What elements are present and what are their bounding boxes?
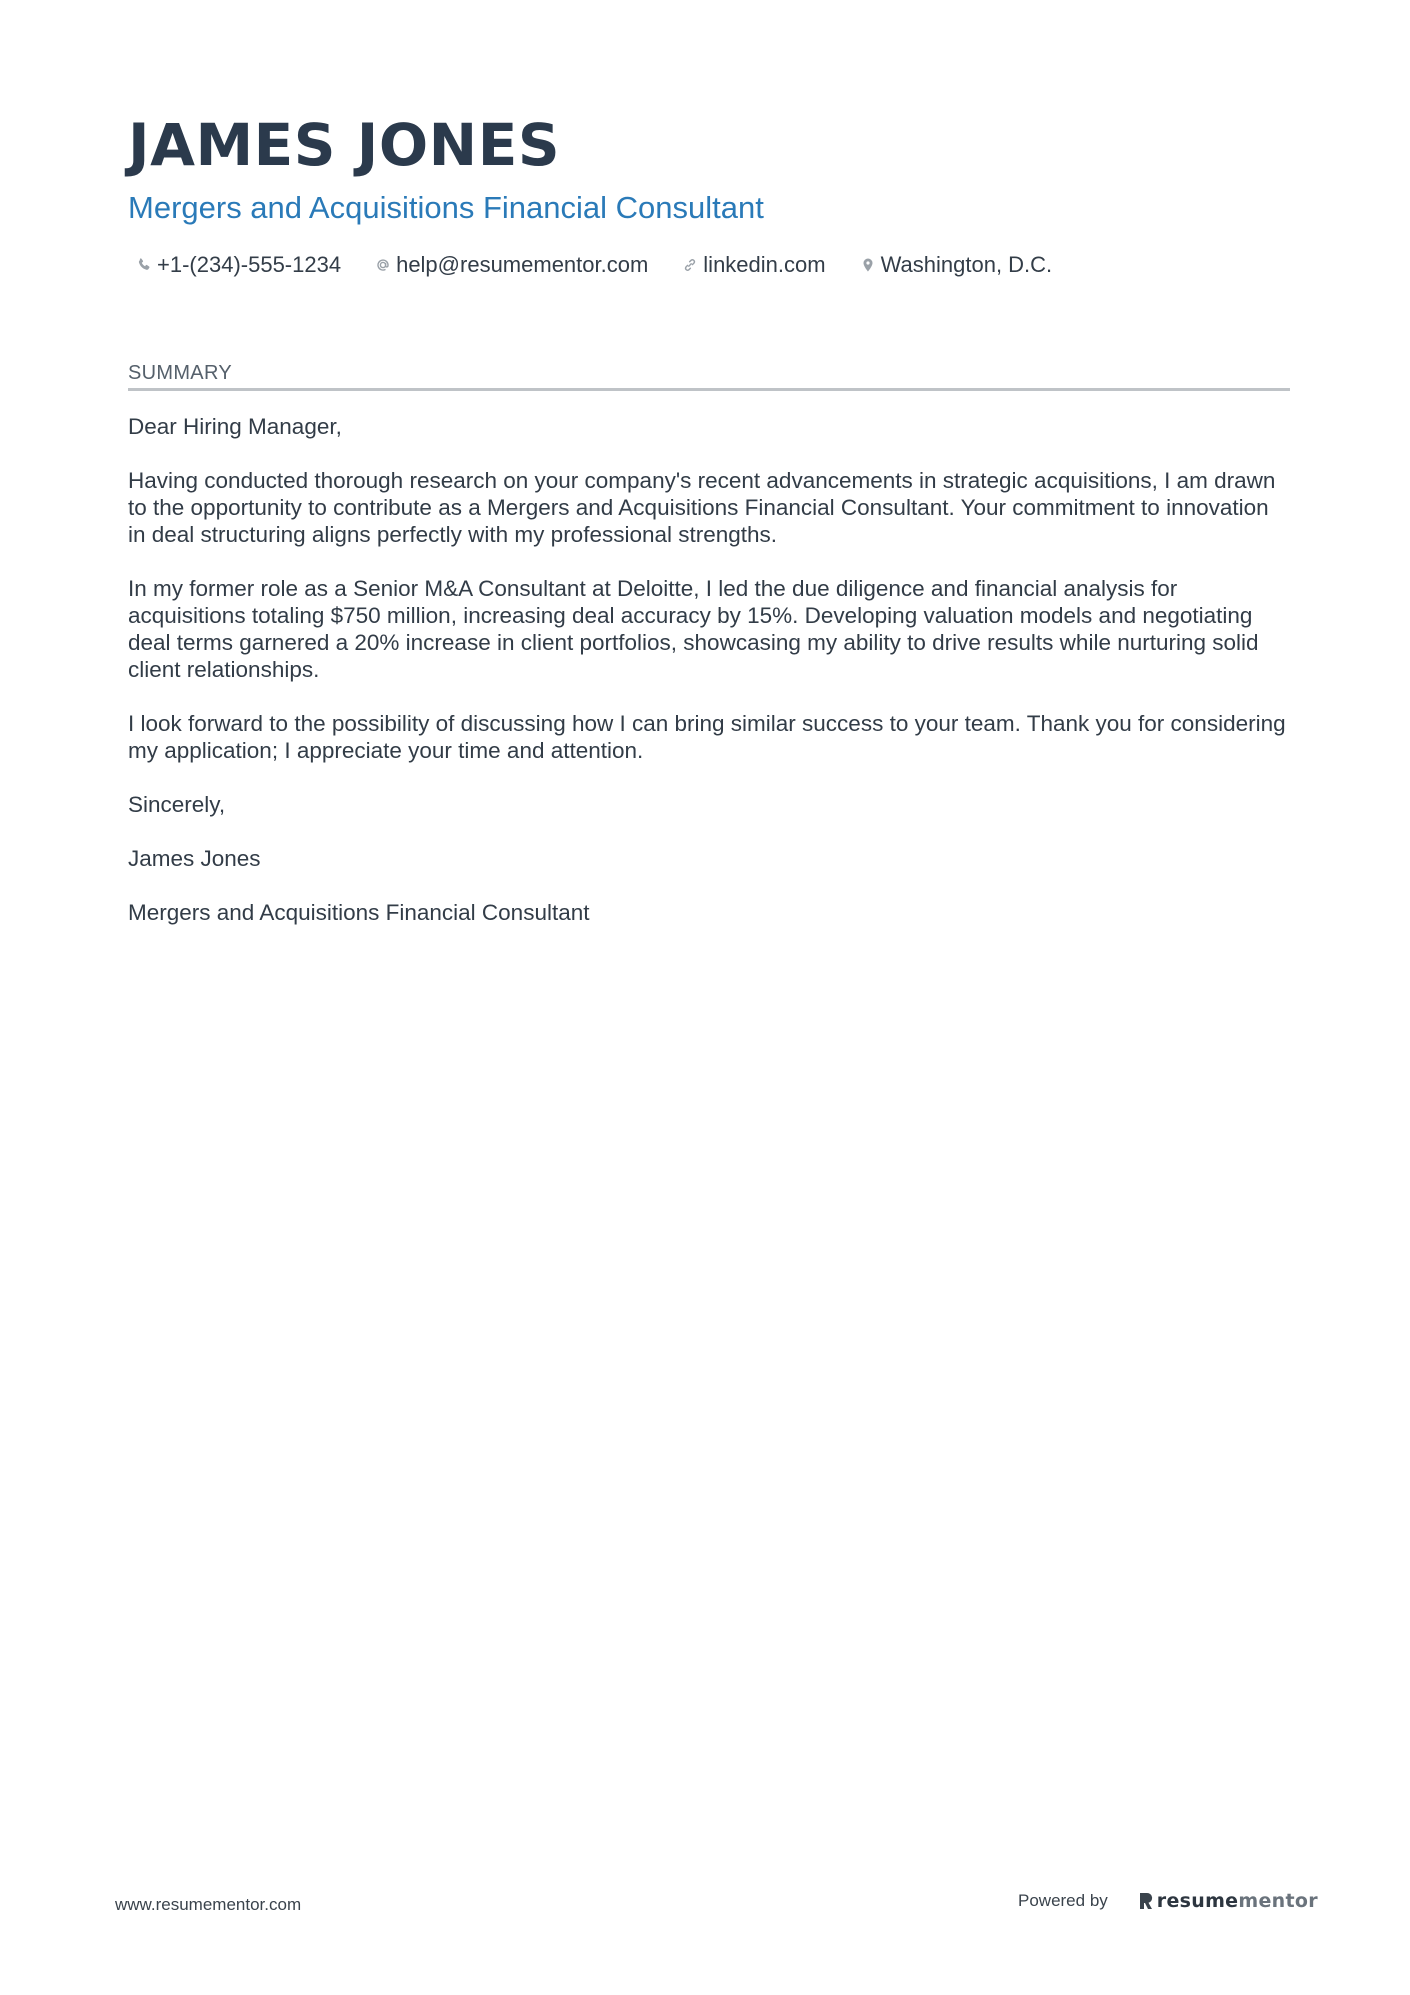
footer-branding	[1018, 1890, 1318, 1912]
resumementor-logo[interactable]	[1138, 1890, 1318, 1912]
summary-section	[128, 360, 1290, 953]
contact-linkedin	[674, 252, 825, 278]
footer-website-link[interactable]: www.resumementor.com	[115, 1895, 302, 1914]
contact-row	[128, 248, 1288, 282]
at-icon	[373, 255, 393, 275]
greeting: Dear Hiring Manager,	[128, 414, 342, 439]
contact-phone	[128, 252, 341, 278]
logo-mark-icon	[1138, 1891, 1154, 1911]
logo-text-light: mentor	[1238, 1890, 1318, 1912]
logo-text-bold: resume	[1156, 1890, 1239, 1912]
section-heading: SUMMARY	[128, 360, 1290, 391]
link-icon	[680, 255, 700, 275]
closing: Sincerely,	[128, 792, 226, 817]
contact-email	[367, 252, 648, 278]
powered-by-label: Powered by	[1018, 1891, 1108, 1910]
location-pin-icon	[858, 255, 878, 275]
phone-icon	[134, 255, 154, 275]
applicant-name: JAMES JONES	[128, 111, 561, 179]
signature-name: James Jones	[128, 846, 261, 871]
contact-email-text: help@resumementor.com	[396, 252, 649, 277]
contact-linkedin-text: linkedin.com	[703, 252, 826, 277]
paragraph-2: In my former role as a Senior M&A Consultant at Deloitte, I led the due diligence and financial analysis for acquisitions totaling $750 million, increasing deal accuracy by 15%. Developing valuation models and negotiating deal terms garnered a 20% increase in client portfolios, showcasing my ability to drive results while nurturing solid client relationships.	[128, 576, 1259, 682]
signature-title: Mergers and Acquisitions Financial Consultant	[128, 900, 590, 925]
applicant-title: Mergers and Acquisitions Financial Consultant	[128, 190, 764, 225]
contact-location	[852, 252, 1053, 278]
contact-phone-text: +1-(234)-555-1234	[157, 252, 342, 277]
header	[128, 108, 1288, 282]
paragraph-3: I look forward to the possibility of discussing how I can bring similar success to your team. Thank you for considering my application; I appreciate your time and attention.	[128, 711, 1286, 763]
paragraph-1: Having conducted thorough research on your company's recent advancements in strategic acquisitions, I am drawn to the opportunity to contribute as a Mergers and Acquisitions Financial Consultant. Your commitment to innovation in deal structuring aligns perfectly with my professional strengths.	[128, 468, 1276, 547]
contact-location-text: Washington, D.C.	[880, 252, 1053, 277]
letter-body	[128, 413, 1290, 926]
